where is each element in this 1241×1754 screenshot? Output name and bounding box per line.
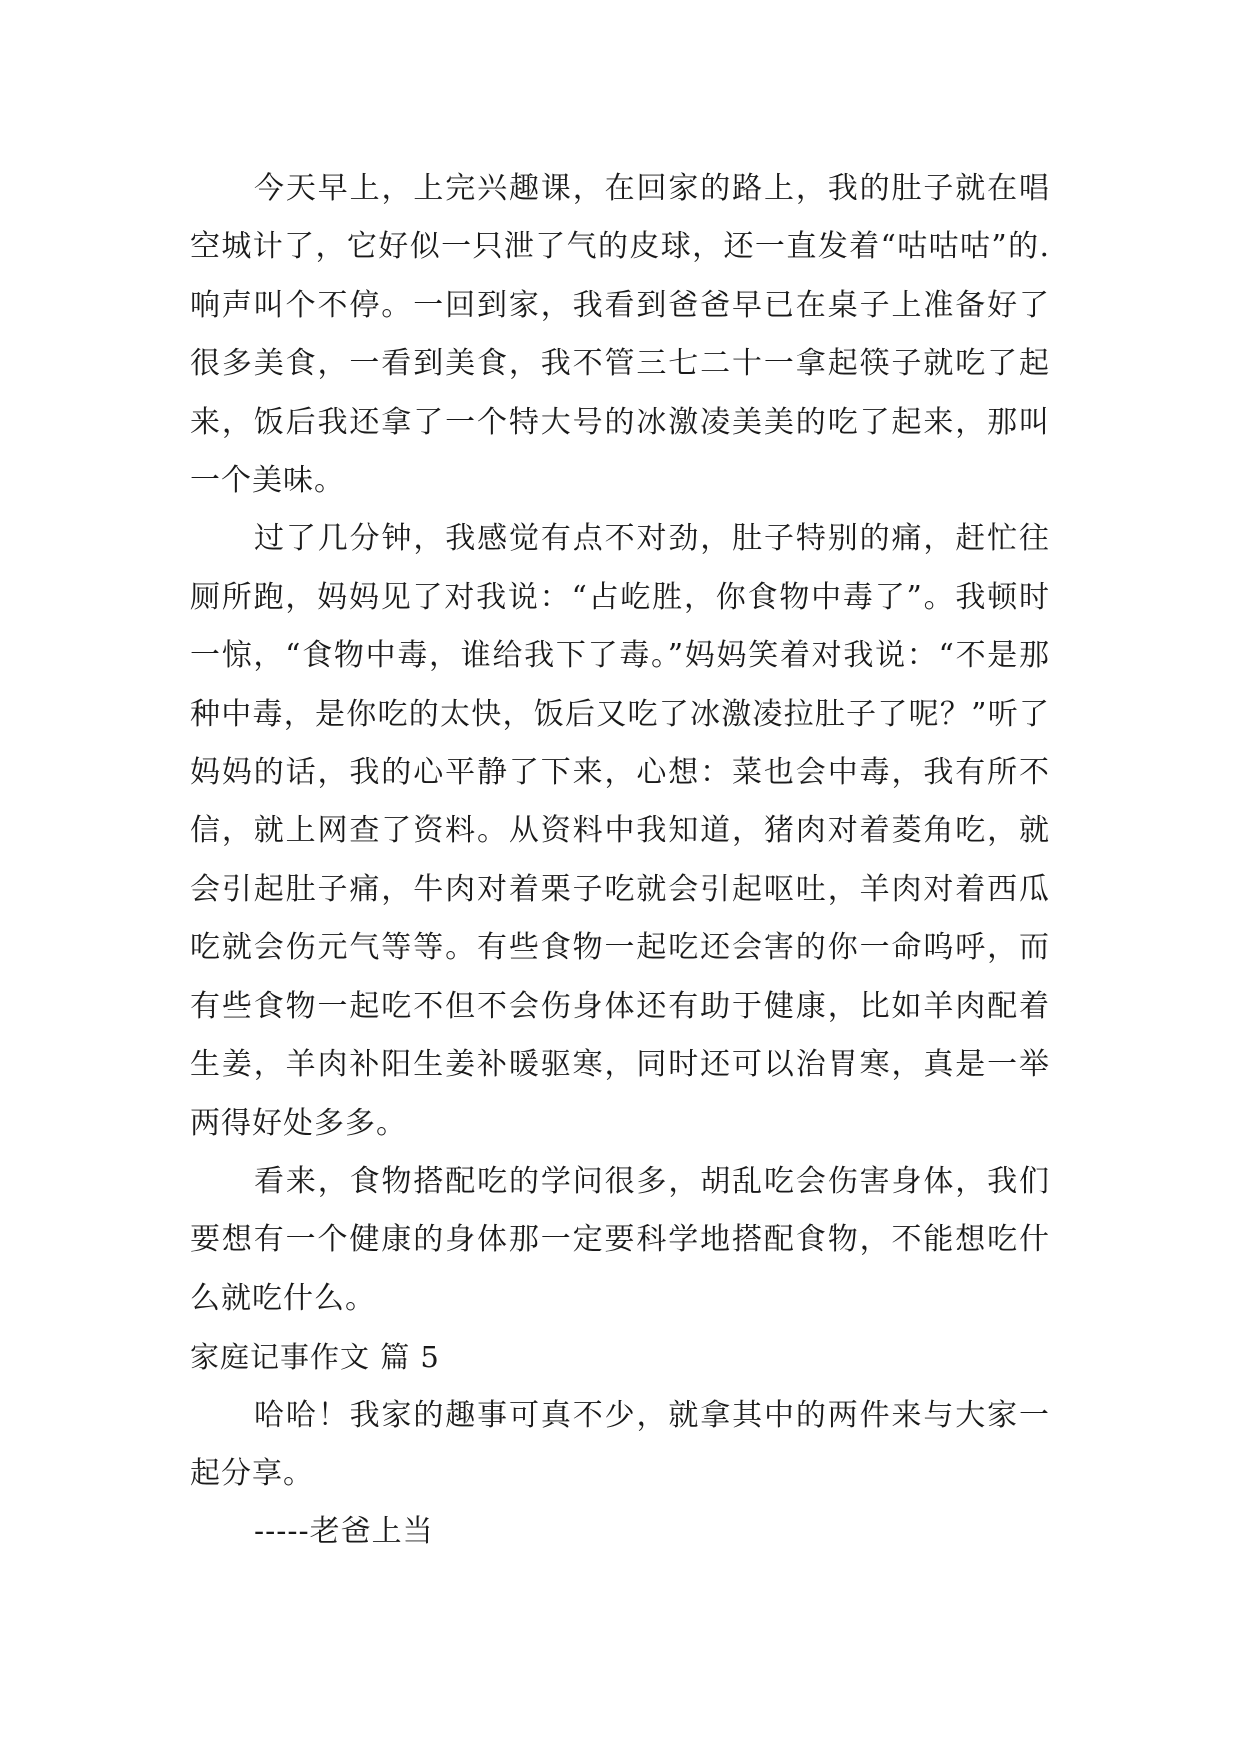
paragraph-subtitle: -----老爸上当 <box>254 1514 434 1550</box>
paragraph-conclusion: 看来，食物搭配吃的学问很多，胡乱吃会伤害身体，我们要想有一个健康的身体那一定要科学地搭配食物，不能想吃什么就吃什么。 <box>190 1163 1050 1316</box>
paragraph-food-poisoning: 过了几分钟，我感觉有点不对劲，肚子特别的痛，赶忙往厕所跑，妈妈见了对我说：“占屹胜，你食物中毒了”。我顿时一惊，“食物中毒，谁给我下了毒。”妈妈笑着对我说：“不是那种中毒，是你吃的太快，饭后又吃了冰激凌拉肚子了呢？”听了妈妈的话，我的心平静了下来，心想：菜也会中毒，我有所不信，就上网查了资料。从资料中我知道，猪肉对着菱角吃，就会引起肚子痛，牛肉对着栗子吃就会引起呕吐，羊肉对着西瓜吃就会伤元气等等。有些食物一起吃还会害的你一命呜呼，而有些食物一起吃不但不会伤身体还有助于健康，比如羊肉配着生姜，羊肉补阳生姜补暖驱寒，同时还可以治胃寒，真是一举两得好处多多。 <box>190 521 1050 1141</box>
article-body <box>190 160 1050 1562</box>
paragraph-ice-cream-story: 今天早上，上完兴趣课，在回家的路上，我的肚子就在唱空城计了，它好似一只泄了气的皮球，还一直发着“咕咕咕”的.响声叫个不停。一回到家，我看到爸爸早已在桌子上准备好了很多美食，一看到美食，我不管三七二十一拿起筷子就吃了起来，饭后我还拿了一个特大号的冰激凌美美的吃了起来，那叫一个美味。 <box>190 171 1050 499</box>
section-heading: 家庭记事作文 篇 5 <box>190 1340 440 1375</box>
paragraph-intro: 哈哈！我家的趣事可真不少，就拿其中的两件来与大家一起分享。 <box>190 1397 1050 1491</box>
